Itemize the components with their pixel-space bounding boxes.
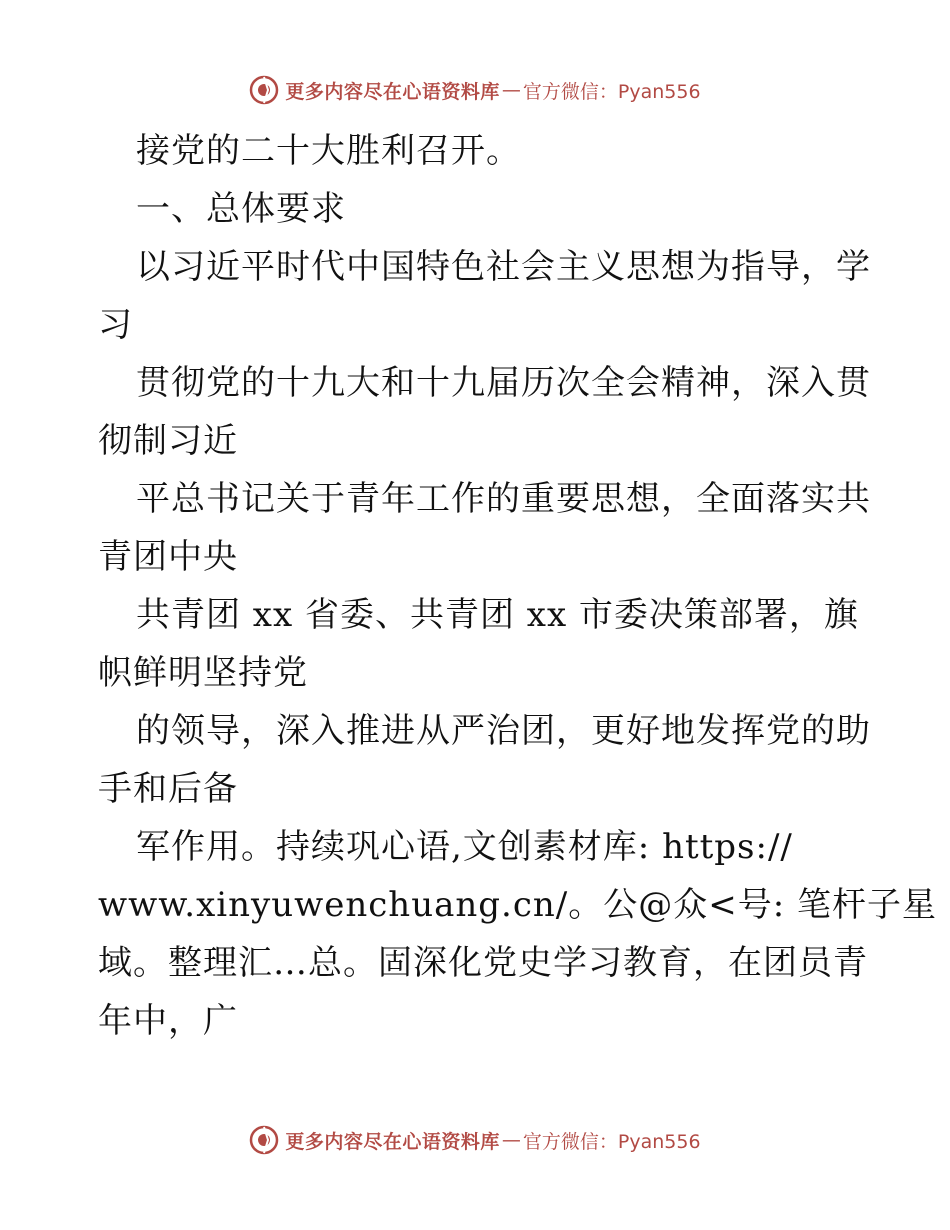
- text-line: 军作用。持续巩心语,文创素材库: https://: [136, 827, 793, 867]
- text-line: 彻制习近: [98, 421, 238, 461]
- logo-icon: [249, 1125, 279, 1155]
- footer-contact-text: 官方微信：Pyan556: [522, 1130, 701, 1153]
- text-line: 平总书记关于青年工作的重要思想，全面落实共: [136, 479, 871, 519]
- header-watermark-banner: [0, 72, 950, 108]
- footer-brand-text: 更多内容尽在心语资料库: [285, 1130, 500, 1153]
- text-line: 接党的二十大胜利召开。: [136, 131, 521, 171]
- text-line: 的领导，深入推进从严治团，更好地发挥党的助: [136, 711, 871, 751]
- text-line: 手和后备: [98, 769, 238, 809]
- document-body: [98, 122, 937, 1050]
- header-contact-text: 官方微信：Pyan556: [522, 80, 701, 103]
- header-separator: —: [501, 79, 521, 101]
- text-line: 以习近平时代中国特色社会主义思想为指导，学: [136, 247, 871, 287]
- text-line: 贯彻党的十九大和十九届历次全会精神，深入贯: [136, 363, 871, 403]
- text-line: 域。整理汇…总。固深化党史学习教育，在团员青: [98, 943, 868, 983]
- text-line: 习: [98, 305, 133, 345]
- section-heading: 一、总体要求: [136, 189, 346, 229]
- footer-watermark-banner: [0, 1122, 950, 1158]
- text-line: 年中，广: [98, 1001, 238, 1041]
- footer-separator: —: [501, 1129, 521, 1151]
- header-brand-text: 更多内容尽在心语资料库: [285, 80, 500, 103]
- logo-icon: [249, 75, 279, 105]
- text-line: 青团中央: [98, 537, 238, 577]
- text-line: www.xinyuwenchuang.cn/。公@众<号: 笔杆子星: [98, 885, 937, 925]
- text-line: 共青团 xx 省委、共青团 xx 市委决策部署，旗: [136, 595, 859, 635]
- text-line: 帜鲜明坚持党: [98, 653, 308, 693]
